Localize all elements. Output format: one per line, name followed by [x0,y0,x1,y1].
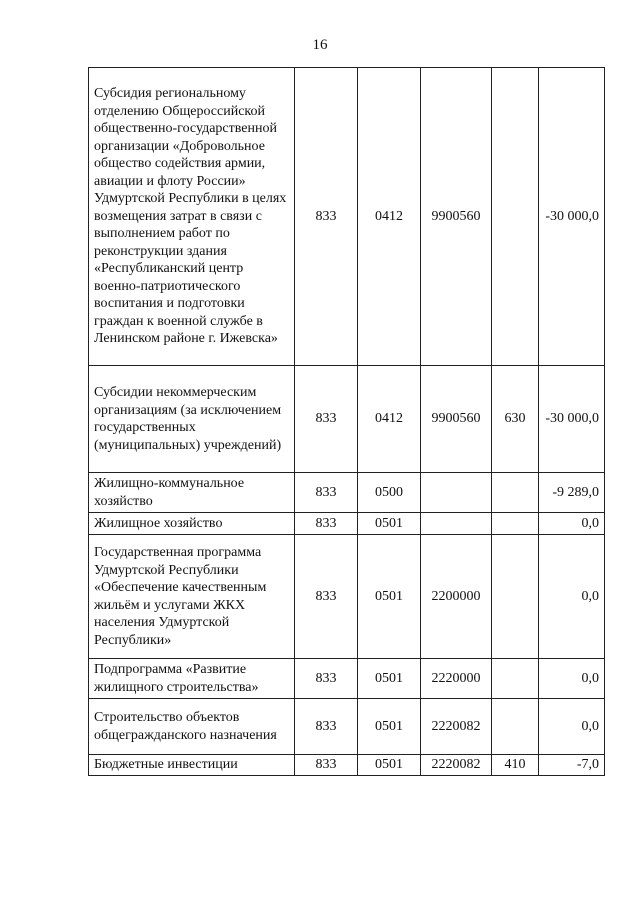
row-target-article: 2200000 [421,535,492,659]
row-target-article: 2220000 [421,659,492,699]
row-amount: -30 000,0 [539,68,605,366]
budget-table [88,67,605,776]
row-vedom-code: 833 [295,366,358,473]
row-name: Государственная программа Удмуртской Республики «Обеспечение качественным жильём и услугами ЖКХ населения Удмуртской Республики» [89,535,295,659]
table-row [89,659,605,699]
row-name: Строительство объектов общегражданского назначения [89,699,295,755]
row-amount: -9 289,0 [539,473,605,513]
row-target-article: 9900560 [421,68,492,366]
row-name: Подпрограмма «Развитие жилищного строительства» [89,659,295,699]
row-vedom-code: 833 [295,659,358,699]
table-row [89,755,605,776]
row-amount: 0,0 [539,535,605,659]
row-expense-type [492,699,539,755]
row-vedom-code: 833 [295,755,358,776]
row-expense-type [492,535,539,659]
table-row [89,513,605,535]
table-row [89,699,605,755]
row-amount: -7,0 [539,755,605,776]
row-name: Жилищно-коммунальное хозяйство [89,473,295,513]
row-name: Бюджетные инвестиции [89,755,295,776]
row-expense-type [492,659,539,699]
row-amount: -30 000,0 [539,366,605,473]
row-target-article: 9900560 [421,366,492,473]
row-section-code: 0501 [358,535,421,659]
table-row [89,366,605,473]
row-target-article: 2220082 [421,755,492,776]
row-target-article: 2220082 [421,699,492,755]
row-expense-type [492,473,539,513]
row-vedom-code: 833 [295,699,358,755]
row-amount: 0,0 [539,699,605,755]
table-row [89,68,605,366]
row-name: Субсидии некоммерческим организациям (за исключением государственных (муниципальных) учреждений) [89,366,295,473]
row-expense-type: 410 [492,755,539,776]
row-section-code: 0501 [358,659,421,699]
row-name: Жилищное хозяйство [89,513,295,535]
row-target-article [421,473,492,513]
row-target-article [421,513,492,535]
table-row [89,473,605,513]
row-section-code: 0501 [358,513,421,535]
row-vedom-code: 833 [295,535,358,659]
row-amount: 0,0 [539,659,605,699]
row-name: Субсидия региональному отделению Общероссийской общественно-государственной организации «Добровольное общество содействия армии, авиации и флоту России» Удмуртской Республики в целях возмещения затрат в связи с выполнением работ по реконструкции здания «Республиканский центр военно-патриотического воспитания и подготовки граждан к военной службе в Ленинском районе г. Ижевска» [89,68,295,366]
row-section-code: 0412 [358,366,421,473]
row-amount: 0,0 [539,513,605,535]
row-section-code: 0501 [358,699,421,755]
row-section-code: 0412 [358,68,421,366]
row-vedom-code: 833 [295,513,358,535]
row-expense-type [492,68,539,366]
table-row [89,535,605,659]
row-expense-type: 630 [492,366,539,473]
row-section-code: 0500 [358,473,421,513]
row-expense-type [492,513,539,535]
row-section-code: 0501 [358,755,421,776]
row-vedom-code: 833 [295,68,358,366]
row-vedom-code: 833 [295,473,358,513]
page-number: 16 [312,37,328,53]
